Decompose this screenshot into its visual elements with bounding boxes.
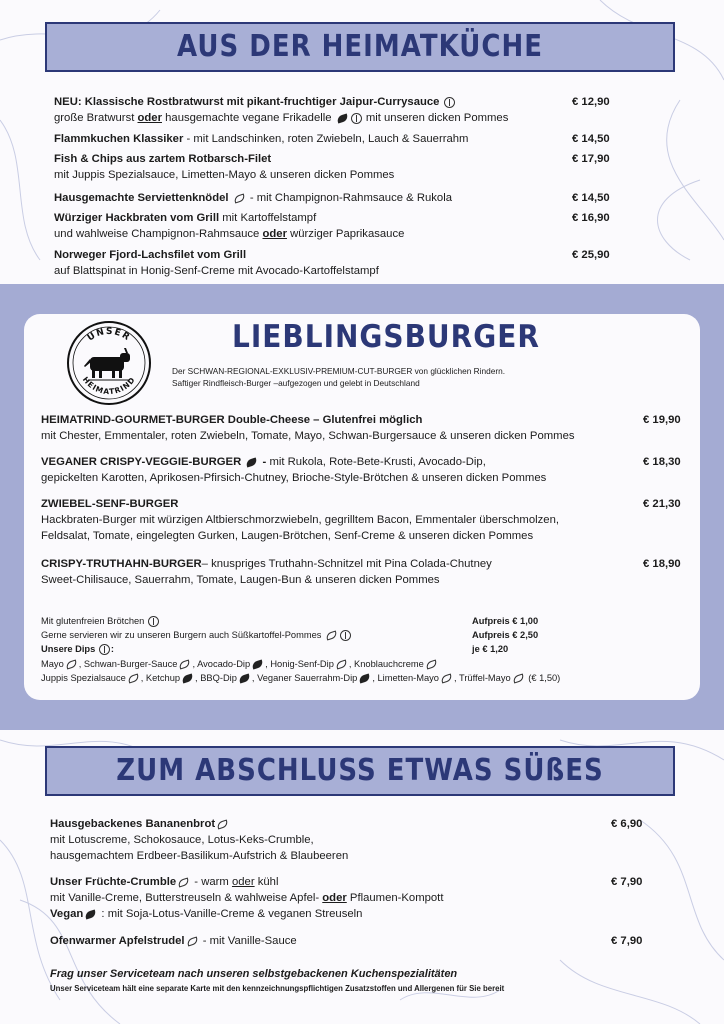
price: € 7,90 (611, 935, 643, 947)
logo-text-bottom: HEIMATRIND (80, 375, 138, 397)
price: € 18,30 (643, 456, 681, 468)
vegetarian-leaf-icon (325, 631, 338, 641)
vegetarian-leaf-icon (335, 659, 348, 669)
vegan-leaf-icon (238, 673, 251, 683)
footer-cake-note: Frag unser Serviceteam nach unseren selbstgebackenen Kuchenspezialitäten (50, 968, 458, 980)
price: € 18,90 (643, 558, 681, 570)
price: € 14,50 (572, 133, 610, 145)
vegetarian-leaf-icon (65, 659, 78, 669)
menu-item-truthahn-burger: CRISPY-TRUTHAHN-BURGER– knuspriges Truthahn-Schnitzel mit Pina Colada-Chutney Sweet-Chilisauce, Sauerrahm, Tomate, Laugen-Bun & unseren dicken Pommes (41, 558, 492, 586)
price: € 19,90 (643, 414, 681, 426)
vegetarian-leaf-icon (127, 673, 140, 683)
vegan-leaf-icon (336, 113, 349, 123)
burger-title: LIEBLINGSBURGER (232, 318, 540, 355)
price: € 14,50 (572, 192, 610, 204)
vegan-leaf-icon (181, 673, 194, 683)
vegan-leaf-icon (246, 457, 259, 467)
burger-subtitle: Der SCHWAN-REGIONAL-EXKLUSIV-PREMIUM-CUT-BURGER von glücklichen Rindern. Saftiger Rindfleisch-Burger –aufgezogen und gelebt in Deutschland (172, 366, 506, 388)
menu-item-bratwurst: NEU: Klassische Rostbratwurst mit pikant-fruchtiger Jaipur-Currysauce große Bratwurst oder hausgemachte vegane Frikadelle mit unseren dicken Pommes (54, 96, 509, 124)
vegetarian-leaf-icon (216, 819, 229, 829)
menu-item-fruechte-crumble: Unser Früchte-Crumble - warm oder kühl mit Vanille-Creme, Butterstreuseln & wahlweise Apfel- oder Pflaumen-Kompott Vegan : mit Soja-Lotus-Vanille-Creme & veganen Streuseln (50, 876, 444, 920)
menu-item-hackbraten: Würziger Hackbraten vom Grill mit Kartoffelstampf und wahlweise Champignon-Rahmsauce oder würziger Paprikasauce (54, 212, 405, 240)
menu-item-lachsfilet: Norweger Fjord-Lachsfilet vom Grill auf Blattspinat in Honig-Senf-Creme mit Avocado-Kartoffelstampf (54, 249, 379, 277)
menu-item-flammkuchen: Flammkuchen Klassiker - mit Landschinken, roten Zwiebeln, Lauch & Sauerrahm (54, 133, 469, 145)
menu-item-apfelstrudel: Ofenwarmer Apfelstrudel - mit Vanille-Sauce (50, 935, 297, 947)
price: € 21,30 (643, 498, 681, 510)
menu-item-zwiebel-senf-burger: ZWIEBEL-SENF-BURGER Hackbraten-Burger mit würzigen Altbierschmorzwiebeln, gegrilltem Bacon, Emmentaler überschmolzen, Feldsalat, Tomate, eingelegten Gurken, Laugen-Brötchen, Senf-Creme & unseren dicken Pommes (41, 498, 559, 542)
glutenfree-icon (444, 97, 455, 108)
vegetarian-leaf-icon (177, 877, 190, 887)
menu-item-heimatrind-burger: HEIMATRIND-GOURMET-BURGER Double-Cheese – Glutenfrei möglich mit Chester, Emmentaler, roten Zwiebeln, Tomate, Mayo, Schwan-Burgersauce & unseren dicken Pommes (41, 414, 575, 442)
price: € 12,90 (572, 96, 610, 108)
menu-item-bananenbrot: Hausgebackenes Bananenbrot mit Lotuscreme, Schokosauce, Lotus-Keks-Crumble, hausgemachtem Erdbeer-Basilikum-Aufstrich & Blaubeeren (50, 818, 349, 862)
menu-item-fish-chips: Fish & Chips aus zartem Rotbarsch-Filet mit Juppis Spezialsauce, Limetten-Mayo & unseren dicken Pommes (54, 153, 395, 181)
menu-item-serviettenknoedel: Hausgemachte Serviettenknödel - mit Champignon-Rahmsauce & Rukola (54, 192, 453, 204)
vegetarian-leaf-icon (440, 673, 453, 683)
menu-item-veggie-burger: VEGANER CRISPY-VEGGIE-BURGER - mit Rukola, Rote-Bete-Krusti, Avocado-Dip, gepickelten Karotten, Aprikosen-Pfirsich-Chutney, Brioche-Style-Brötchen & unseren dicken Pommes (41, 456, 547, 484)
footer-allergen-note: Unser Serviceteam hält eine separate Karte mit den kennzeichnungspflichtigen Zusatzstoffen und Allergenen für Sie bereit (50, 984, 505, 993)
vegan-leaf-icon (359, 673, 372, 683)
price: € 7,90 (611, 876, 643, 888)
price: € 25,90 (572, 249, 610, 261)
glutenfree-icon (148, 616, 159, 627)
vegetarian-leaf-icon (512, 673, 525, 683)
dessert-title: ZUM ABSCHLUSS ETWAS SÜßES (116, 753, 604, 789)
extras-prices: Aufpreis € 1,00 Aufpreis € 2,50 je € 1,20 (472, 616, 539, 655)
vegetarian-leaf-icon (233, 193, 246, 203)
glutenfree-icon (340, 630, 351, 641)
vegetarian-leaf-icon (425, 659, 438, 669)
glutenfree-icon (351, 113, 362, 124)
heimat-title: AUS DER HEIMATKÜCHE (177, 29, 543, 65)
price: € 17,90 (572, 153, 610, 165)
vegetarian-leaf-icon (179, 659, 192, 669)
burger-extras: Mit glutenfreien Brötchen Gerne servieren wir zu unseren Burgern auch Süßkartoffel-Pommes Unsere Dips : Mayo , Schwan-Burger-Sauce , Avocado-Dip , Honig-Senf-Dip , Knoblauchcreme Juppis Spezialsauce , Ketchup , BBQ-Dip , Veganer Sauerrahm-Dip , Limetten-Mayo , Trüffel-Mayo (€ 1,50) (41, 616, 561, 683)
glutenfree-icon (99, 644, 110, 655)
heimatrind-logo (66, 320, 152, 406)
vegan-leaf-icon (251, 659, 264, 669)
heimat-banner (45, 22, 675, 72)
logo-text-top: UNSER (85, 326, 133, 344)
price: € 16,90 (572, 212, 610, 224)
dessert-banner (45, 746, 675, 796)
vegetarian-leaf-icon (186, 936, 199, 946)
vegan-leaf-icon (84, 909, 97, 919)
price: € 6,90 (611, 818, 643, 830)
